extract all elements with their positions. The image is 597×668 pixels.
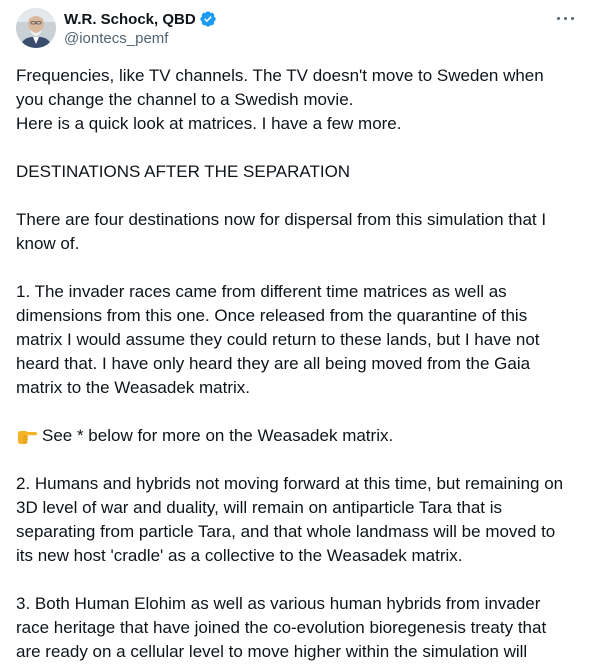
text-line: heard that. I have only heard they are all being moved from the Gaia: [16, 354, 531, 373]
text-line: know of.: [16, 234, 80, 253]
text-line: its new host 'cradle' as a collective to the Weasadek matrix.: [16, 546, 463, 565]
text-line: 2. Humans and hybrids not moving forward at this time, but remaining on: [16, 474, 564, 493]
text-line: dimensions from this one. Once released from the quarantine of this: [16, 306, 528, 325]
avatar[interactable]: [16, 8, 56, 48]
section-heading: DESTINATIONS AFTER THE SEPARATION: [16, 162, 351, 181]
text-line: 3D level of war and duality, will remain on antiparticle Tara that is: [16, 498, 502, 517]
text-line: matrix I would assume they could return to these lands, but I have not: [16, 330, 540, 349]
text-line: you change the channel to a Swedish movie.: [16, 90, 354, 109]
note-text: See * below for more on the Weasadek matrix.: [42, 426, 394, 445]
pointing-hand-icon: [16, 427, 38, 445]
text-line: Frequencies, like TV channels. The TV doesn't move to Sweden when: [16, 66, 544, 85]
text-line: 3. Both Human Elohim as well as various human hybrids from invader: [16, 594, 541, 613]
display-name[interactable]: W.R. Schock, QBD: [64, 10, 196, 28]
text-line: There are four destinations now for dispersal from this simulation that I: [16, 210, 547, 229]
text-line: Here is a quick look at matrices. I have a few more.: [16, 114, 402, 133]
verified-badge-icon[interactable]: [199, 10, 217, 28]
tweet-text: [16, 64, 588, 664]
note-row: [16, 424, 588, 448]
more-options-icon[interactable]: [555, 10, 577, 28]
text-line: are ready on a cellular level to move higher within the simulation will: [16, 642, 528, 661]
display-name-row: [64, 9, 217, 29]
author-handle[interactable]: @iontecs_pemf: [64, 30, 169, 47]
text-line: matrix to the Weasadek matrix.: [16, 378, 250, 397]
text-line: 1. The invader races came from different time matrices as well as: [16, 282, 507, 301]
tweet-header: [16, 8, 581, 52]
text-line: separating from particle Tara, and that whole landmass will be moved to: [16, 522, 556, 541]
author-names: [64, 9, 217, 47]
text-line: race heritage that have joined the co-evolution bioregenesis treaty that: [16, 618, 547, 637]
